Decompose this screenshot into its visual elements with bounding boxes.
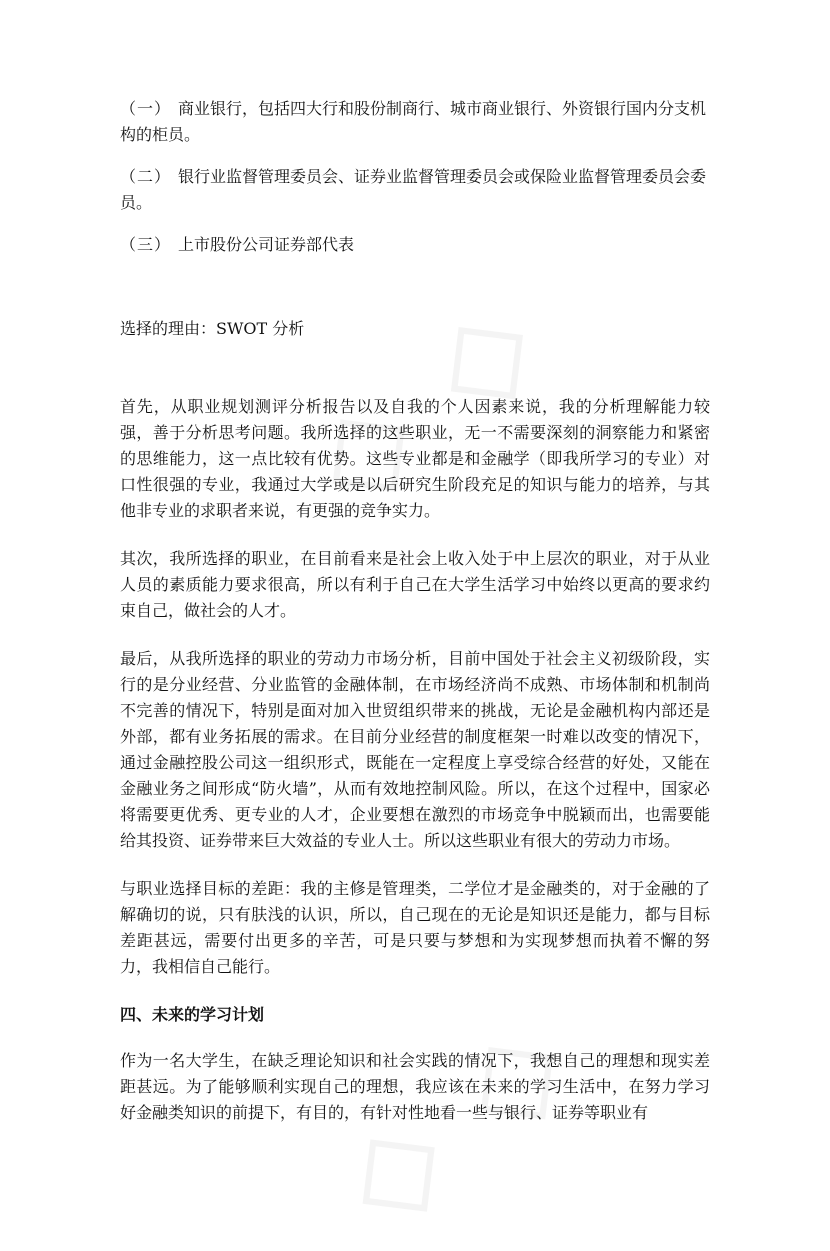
reason-line: 选择的理由：SWOT 分析	[120, 319, 305, 338]
document-body	[120, 96, 710, 1148]
section-heading: 四、未来的学习计划	[120, 1005, 265, 1024]
list-item-number: （二）	[120, 167, 172, 186]
paragraph: 作为一名大学生，在缺乏理论知识和社会实践的情况下，我想自己的理想和现实差距甚远。为了能够顺利实现自己的理想，我应该在未来的学习生活中，在努力学习好金融类知识的前提下，有目的，有针对性地看一些与银行、证券等职业有	[120, 1051, 710, 1122]
list-item	[120, 232, 710, 258]
list-item-text: 上市股份公司证券部代表	[178, 235, 355, 254]
paragraph: 首先，从职业规划测评分析报告以及自我的个人因素来说，我的分析理解能力较强，善于分析思考问题。我所选择的这些职业，无一不需要深刻的洞察能力和紧密的思维能力，这一点比较有优势。这些专业都是和金融学（即我所学习的专业）对口性很强的专业，我通过大学或是以后研究生阶段充足的知识与能力的培养，与其他非专业的求职者来说，有更强的竞争实力。	[120, 397, 710, 520]
list-item-number: （一）	[120, 99, 172, 118]
paragraph: 与职业选择目标的差距：我的主修是管理类，二学位才是金融类的，对于金融的了解确切的说，只有肤浅的认识，所以，自己现在的无论是知识还是能力，都与目标差距甚远，需要付出更多的辛苦，可是只要与梦想和为实现梦想而执着不懈的努力，我相信自己能行。	[120, 879, 710, 976]
paragraph: 其次，我所选择的职业，在目前看来是社会上收入处于中上层次的职业，对于从业人员的素质能力要求很高，所以有利于自己在大学生活学习中始终以更高的要求约束自己，做社会的人才。	[120, 549, 710, 620]
list-item-text: 银行业监督管理委员会、证券业监督管理委员会或保险业监督管理委员会委员。	[120, 167, 707, 212]
list-item	[120, 164, 710, 216]
paragraph: 最后，从我所选择的职业的劳动力市场分析，目前中国处于社会主义初级阶段，实行的是分业经营、分业监管的金融体制，在市场经济尚不成熟、市场体制和机制尚不完善的情况下，特别是面对加入世贸组织带来的挑战，无论是金融机构内部还是外部，都有业务拓展的需求。在目前分业经营的制度框架一时难以改变的情况下，通过金融控股公司这一组织形式，既能在一定程度上享受综合经营的好处，又能在金融业务之间形成“防火墙”，从而有效地控制风险。所以，在这个过程中，国家必将需要更优秀、更专业的人才，企业要想在激烈的市场竞争中脱颖而出，也需要能给其投资、证券带来巨大效益的专业人士。所以这些职业有很大的劳动力市场。	[120, 649, 710, 850]
list-item-text: 商业银行，包括四大行和股份制商行、城市商业银行、外资银行国内分支机构的柜员。	[120, 99, 707, 144]
list-item	[120, 96, 710, 148]
list-item-number: （三）	[120, 235, 172, 254]
